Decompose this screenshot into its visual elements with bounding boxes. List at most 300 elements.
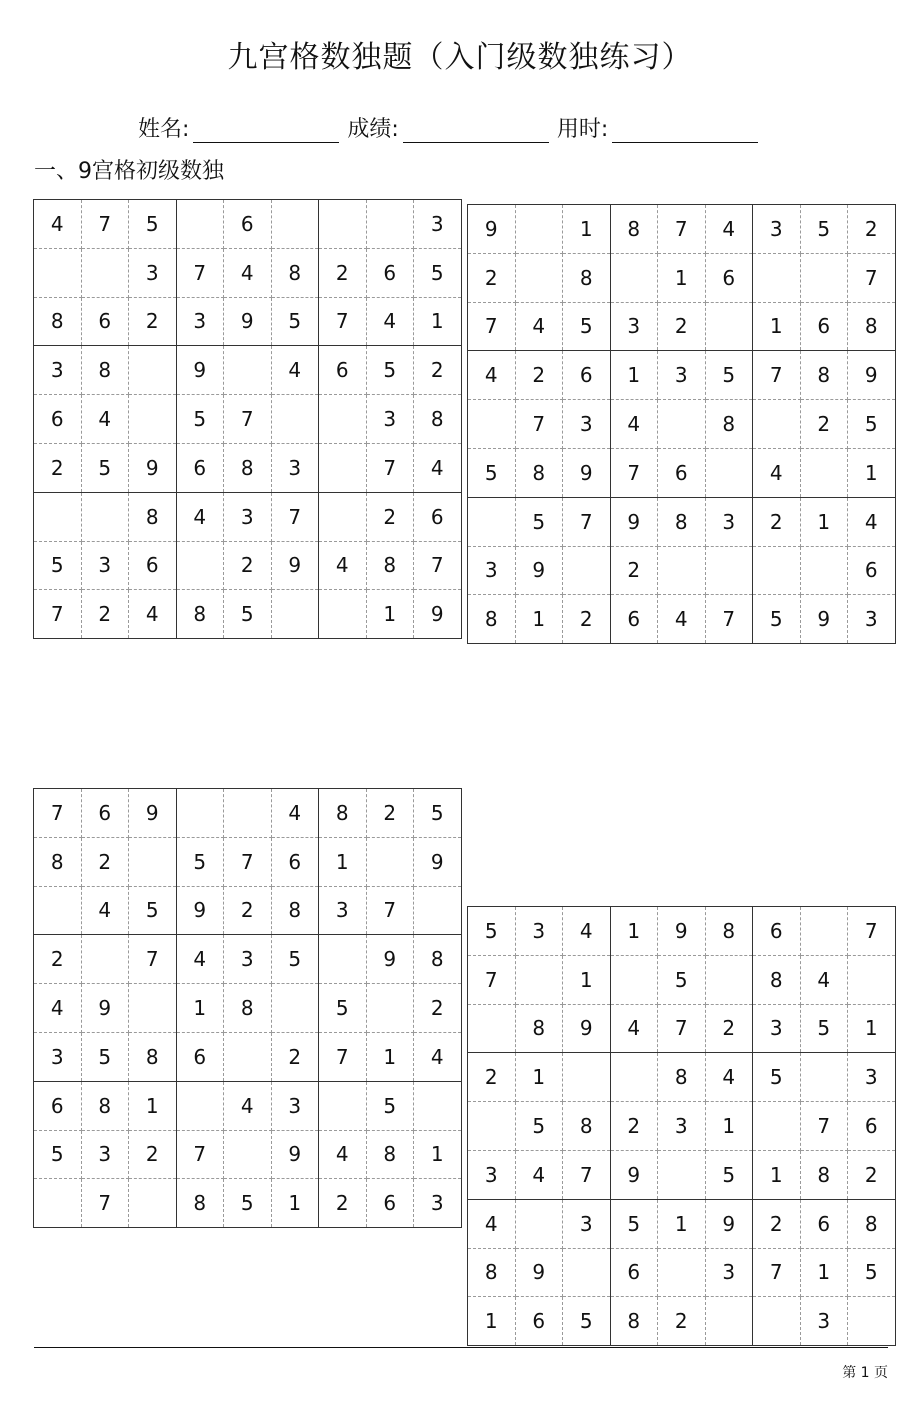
sudoku-cell: 7 [610,448,658,497]
sudoku-cell: 3 [319,886,367,935]
sudoku-cell[interactable] [800,1053,848,1102]
sudoku-cell: 1 [366,590,414,639]
sudoku-cell: 5 [468,448,516,497]
sudoku-cell[interactable] [800,907,848,956]
sudoku-row [34,395,462,444]
sudoku-cell[interactable] [414,1081,462,1130]
sudoku-puzzle-2-clip [467,204,888,638]
sudoku-cell: 8 [34,297,82,346]
sudoku-cell: 2 [129,297,177,346]
sudoku-cell: 4 [468,351,516,400]
sudoku-cell[interactable] [753,400,801,449]
sudoku-cell: 3 [81,1130,129,1179]
sudoku-cell: 7 [800,1102,848,1151]
sudoku-cell: 2 [81,590,129,639]
sudoku-row [468,302,896,351]
sudoku-cell: 9 [271,1130,319,1179]
sudoku-cell[interactable] [468,1102,516,1151]
sudoku-row [34,590,462,639]
sudoku-cell: 5 [563,1297,611,1346]
sudoku-cell[interactable] [610,253,658,302]
sudoku-cell: 2 [319,1179,367,1228]
sudoku-cell: 8 [563,253,611,302]
sudoku-row [34,1032,462,1081]
sudoku-cell[interactable] [176,789,224,838]
sudoku-row [34,886,462,935]
sudoku-row [468,1199,896,1248]
sudoku-cell: 4 [705,1053,753,1102]
sudoku-cell: 7 [468,302,516,351]
sudoku-cell[interactable] [34,1179,82,1228]
sudoku-cell: 9 [224,297,272,346]
sudoku-cell: 1 [705,1102,753,1151]
sudoku-cell: 8 [610,1297,658,1346]
sudoku-cell: 8 [563,1102,611,1151]
sudoku-cell: 3 [34,346,82,395]
sudoku-cell: 9 [515,1248,563,1297]
section-heading: 一、9宫格初级数独 [34,159,224,184]
sudoku-cell[interactable] [563,1053,611,1102]
sudoku-cell: 4 [129,590,177,639]
sudoku-cell: 8 [753,955,801,1004]
sudoku-cell: 3 [271,443,319,492]
sudoku-cell: 2 [658,302,706,351]
sudoku-cell: 6 [848,1102,896,1151]
sudoku-cell: 7 [81,1179,129,1228]
sudoku-cell: 9 [658,907,706,956]
sudoku-row [34,248,462,297]
sudoku-cell: 4 [414,443,462,492]
sudoku-cell[interactable] [753,1297,801,1346]
sudoku-row [34,541,462,590]
sudoku-cell: 8 [468,595,516,644]
sudoku-cell: 8 [800,351,848,400]
sudoku-cell[interactable] [176,1081,224,1130]
sudoku-cell: 9 [610,1150,658,1199]
sudoku-cell[interactable] [271,984,319,1033]
sudoku-cell[interactable] [468,497,516,546]
sudoku-cell: 3 [81,541,129,590]
sudoku-row [468,497,896,546]
sudoku-cell: 2 [129,1130,177,1179]
sudoku-cell: 1 [468,1297,516,1346]
sudoku-cell: 5 [414,248,462,297]
sudoku-cell[interactable] [658,400,706,449]
sudoku-cell: 4 [515,1150,563,1199]
sudoku-cell[interactable] [271,200,319,249]
sudoku-cell: 2 [271,1032,319,1081]
sudoku-cell: 8 [705,400,753,449]
sudoku-cell[interactable] [319,492,367,541]
sudoku-cell: 5 [271,297,319,346]
sudoku-cell[interactable] [753,546,801,595]
sudoku-cell: 2 [468,253,516,302]
sudoku-cell: 2 [610,1102,658,1151]
sudoku-cell[interactable] [753,253,801,302]
sudoku-row [468,448,896,497]
sudoku-row [468,1053,896,1102]
sudoku-cell: 7 [224,837,272,886]
sudoku-cell: 9 [414,837,462,886]
sudoku-cell: 6 [176,443,224,492]
sudoku-cell: 8 [848,1199,896,1248]
sudoku-cell: 9 [705,1199,753,1248]
sudoku-cell: 6 [800,302,848,351]
sudoku-cell[interactable] [224,346,272,395]
sudoku-row [34,789,462,838]
sudoku-row [34,837,462,886]
sudoku-cell: 5 [319,984,367,1033]
sudoku-cell: 7 [414,541,462,590]
sudoku-puzzle-4 [467,906,896,1346]
sudoku-cell: 1 [848,1004,896,1053]
sudoku-cell[interactable] [705,302,753,351]
sudoku-cell: 4 [176,935,224,984]
sudoku-cell: 4 [224,248,272,297]
sudoku-row [468,907,896,956]
sudoku-puzzle-3-clip [33,788,454,1216]
sudoku-cell: 5 [129,886,177,935]
sudoku-cell: 6 [658,448,706,497]
sudoku-puzzle-1 [33,199,462,639]
sudoku-cell: 2 [515,351,563,400]
sudoku-cell: 9 [81,984,129,1033]
sudoku-cell: 8 [610,205,658,254]
sudoku-cell: 6 [34,1081,82,1130]
sudoku-cell[interactable] [366,200,414,249]
sudoku-cell: 5 [848,1248,896,1297]
sudoku-cell[interactable] [34,248,82,297]
sudoku-cell: 9 [176,886,224,935]
sudoku-cell[interactable] [753,1102,801,1151]
sudoku-row [34,984,462,1033]
sudoku-cell: 6 [81,297,129,346]
sudoku-cell[interactable] [366,984,414,1033]
sudoku-row [34,200,462,249]
sudoku-cell: 5 [658,955,706,1004]
sudoku-cell[interactable] [705,955,753,1004]
sudoku-cell: 2 [848,1150,896,1199]
sudoku-cell[interactable] [129,346,177,395]
sudoku-cell: 4 [515,302,563,351]
sudoku-cell[interactable] [366,837,414,886]
sudoku-cell: 9 [563,1004,611,1053]
sudoku-cell[interactable] [658,1248,706,1297]
sudoku-cell: 6 [129,541,177,590]
sudoku-cell: 7 [129,935,177,984]
sudoku-cell[interactable] [319,935,367,984]
sudoku-cell[interactable] [658,546,706,595]
sudoku-cell: 5 [610,1199,658,1248]
sudoku-cell[interactable] [224,1130,272,1179]
sudoku-cell: 2 [224,886,272,935]
sudoku-cell: 5 [515,1102,563,1151]
sudoku-cell: 3 [366,395,414,444]
sudoku-row [34,1081,462,1130]
sudoku-cell: 2 [610,546,658,595]
score-label: 成绩: [347,117,399,142]
sudoku-cell: 1 [800,1248,848,1297]
sudoku-cell[interactable] [176,200,224,249]
sudoku-cell: 5 [800,1004,848,1053]
sudoku-cell: 1 [610,907,658,956]
sudoku-cell[interactable] [848,955,896,1004]
sudoku-cell: 4 [81,886,129,935]
sudoku-cell: 5 [34,541,82,590]
sudoku-cell: 7 [176,1130,224,1179]
sudoku-cell[interactable] [34,492,82,541]
sudoku-cell: 4 [81,395,129,444]
page-number: 第 1 页 [842,1365,888,1381]
sudoku-cell: 3 [705,497,753,546]
sudoku-cell: 5 [271,935,319,984]
sudoku-cell: 7 [753,351,801,400]
sudoku-cell: 7 [319,297,367,346]
sudoku-cell: 2 [468,1053,516,1102]
sudoku-cell[interactable] [610,955,658,1004]
time-blank[interactable] [612,122,758,143]
sudoku-cell: 3 [129,248,177,297]
sudoku-cell: 6 [414,492,462,541]
sudoku-cell: 4 [610,1004,658,1053]
sudoku-cell[interactable] [81,492,129,541]
sudoku-cell[interactable] [515,1199,563,1248]
sudoku-cell: 7 [271,492,319,541]
sudoku-cell[interactable] [414,886,462,935]
sudoku-cell: 5 [81,443,129,492]
sudoku-cell[interactable] [81,935,129,984]
sudoku-cell: 5 [705,1150,753,1199]
sudoku-cell: 8 [414,935,462,984]
sudoku-cell: 9 [176,346,224,395]
sudoku-cell: 1 [129,1081,177,1130]
sudoku-cell: 7 [319,1032,367,1081]
sudoku-cell: 6 [515,1297,563,1346]
sudoku-cell: 1 [658,1199,706,1248]
sudoku-cell[interactable] [129,1179,177,1228]
sudoku-cell: 9 [129,789,177,838]
sudoku-cell: 2 [366,492,414,541]
sudoku-cell: 8 [319,789,367,838]
sudoku-cell: 4 [848,497,896,546]
sudoku-cell[interactable] [81,248,129,297]
sudoku-cell: 8 [224,443,272,492]
sudoku-cell: 2 [414,984,462,1033]
sudoku-row [468,253,896,302]
sudoku-cell: 6 [563,351,611,400]
sudoku-cell: 9 [414,590,462,639]
sudoku-cell: 9 [271,541,319,590]
sudoku-cell: 1 [319,837,367,886]
sudoku-row [468,955,896,1004]
sudoku-cell[interactable] [129,395,177,444]
sudoku-cell: 5 [753,595,801,644]
sudoku-cell: 2 [81,837,129,886]
sudoku-cell[interactable] [848,1297,896,1346]
sudoku-cell: 2 [753,497,801,546]
sudoku-cell[interactable] [705,448,753,497]
sudoku-cell: 7 [176,248,224,297]
sudoku-cell: 5 [366,346,414,395]
sudoku-cell[interactable] [515,205,563,254]
name-blank[interactable] [193,122,339,143]
sudoku-cell: 8 [366,541,414,590]
sudoku-cell: 5 [366,1081,414,1130]
sudoku-cell: 1 [610,351,658,400]
score-blank[interactable] [403,122,549,143]
sudoku-cell: 8 [129,492,177,541]
sudoku-row [468,351,896,400]
sudoku-row [468,546,896,595]
sudoku-cell[interactable] [800,546,848,595]
sudoku-cell: 8 [658,497,706,546]
student-info-row [138,112,766,143]
sudoku-cell: 6 [81,789,129,838]
sudoku-cell[interactable] [319,1081,367,1130]
sudoku-cell: 7 [515,400,563,449]
sudoku-cell: 5 [81,1032,129,1081]
sudoku-cell: 4 [224,1081,272,1130]
sudoku-cell: 1 [658,253,706,302]
sudoku-cell: 6 [34,395,82,444]
sudoku-cell: 2 [753,1199,801,1248]
sudoku-cell: 3 [563,400,611,449]
sudoku-cell[interactable] [658,1150,706,1199]
sudoku-cell: 9 [800,595,848,644]
sudoku-cell: 5 [468,907,516,956]
sudoku-cell[interactable] [271,590,319,639]
sudoku-cell[interactable] [319,443,367,492]
sudoku-row [468,1150,896,1199]
sudoku-cell: 6 [610,595,658,644]
sudoku-cell: 4 [468,1199,516,1248]
sudoku-cell[interactable] [319,590,367,639]
sudoku-cell: 2 [563,595,611,644]
sudoku-row [468,1297,896,1346]
sudoku-cell[interactable] [705,546,753,595]
sudoku-cell[interactable] [705,1297,753,1346]
sudoku-cell[interactable] [468,1004,516,1053]
sudoku-cell: 2 [224,541,272,590]
sudoku-puzzle-3 [33,788,462,1228]
sudoku-cell: 4 [563,907,611,956]
sudoku-cell: 6 [848,546,896,595]
sudoku-cell[interactable] [319,200,367,249]
sudoku-cell: 1 [414,297,462,346]
sudoku-cell: 7 [848,253,896,302]
sudoku-row [34,1179,462,1228]
sudoku-cell: 6 [800,1199,848,1248]
sudoku-row [34,1130,462,1179]
sudoku-cell: 1 [563,205,611,254]
sudoku-cell: 3 [753,1004,801,1053]
sudoku-cell: 8 [848,302,896,351]
sudoku-cell: 7 [658,205,706,254]
sudoku-cell: 7 [366,443,414,492]
sudoku-cell[interactable] [176,541,224,590]
sudoku-cell[interactable] [34,886,82,935]
sudoku-cell: 2 [319,248,367,297]
sudoku-cell: 2 [34,443,82,492]
sudoku-cell[interactable] [610,1053,658,1102]
sudoku-cell: 5 [224,590,272,639]
sudoku-cell[interactable] [129,984,177,1033]
sudoku-row [468,1102,896,1151]
sudoku-cell: 4 [658,595,706,644]
sudoku-cell[interactable] [271,395,319,444]
sudoku-cell: 8 [705,907,753,956]
sudoku-cell[interactable] [800,253,848,302]
sudoku-cell: 3 [800,1297,848,1346]
sudoku-cell: 3 [414,1179,462,1228]
sudoku-cell[interactable] [319,395,367,444]
sudoku-cell: 6 [366,248,414,297]
sudoku-cell: 3 [271,1081,319,1130]
sudoku-cell: 7 [34,590,82,639]
sudoku-cell: 1 [515,1053,563,1102]
sudoku-cell[interactable] [800,448,848,497]
sudoku-cell: 7 [753,1248,801,1297]
sudoku-cell: 5 [176,395,224,444]
sudoku-cell: 2 [800,400,848,449]
sudoku-cell: 6 [176,1032,224,1081]
sudoku-row [34,297,462,346]
sudoku-row [34,443,462,492]
sudoku-row [34,346,462,395]
sudoku-cell: 4 [319,1130,367,1179]
sudoku-cell[interactable] [129,837,177,886]
sudoku-cell: 7 [81,200,129,249]
sudoku-cell[interactable] [563,546,611,595]
sudoku-cell[interactable] [468,400,516,449]
sudoku-puzzle-1-clip [33,199,454,627]
sudoku-cell[interactable] [563,1248,611,1297]
sudoku-cell: 7 [468,955,516,1004]
sudoku-puzzle-2 [467,204,896,644]
sudoku-cell[interactable] [515,955,563,1004]
sudoku-cell: 5 [705,351,753,400]
sudoku-cell: 3 [658,1102,706,1151]
sudoku-cell: 8 [658,1053,706,1102]
sudoku-cell: 5 [129,200,177,249]
sudoku-cell: 6 [705,253,753,302]
sudoku-cell: 5 [515,497,563,546]
sudoku-row [34,935,462,984]
sudoku-cell: 2 [366,789,414,838]
sudoku-cell: 8 [271,248,319,297]
sudoku-row [468,400,896,449]
sudoku-cell: 3 [224,492,272,541]
sudoku-cell[interactable] [224,789,272,838]
sudoku-cell: 6 [366,1179,414,1228]
sudoku-cell: 2 [34,935,82,984]
sudoku-cell[interactable] [515,253,563,302]
sudoku-cell: 7 [563,1150,611,1199]
sudoku-cell: 5 [800,205,848,254]
sudoku-cell: 8 [271,886,319,935]
sudoku-cell[interactable] [224,1032,272,1081]
sudoku-row [468,595,896,644]
sudoku-cell: 8 [129,1032,177,1081]
sudoku-cell: 3 [414,200,462,249]
sudoku-cell: 1 [848,448,896,497]
sudoku-cell: 1 [176,984,224,1033]
sudoku-row [468,205,896,254]
sudoku-cell: 4 [414,1032,462,1081]
sudoku-cell: 1 [800,497,848,546]
sudoku-cell: 7 [563,497,611,546]
sudoku-row [468,1248,896,1297]
